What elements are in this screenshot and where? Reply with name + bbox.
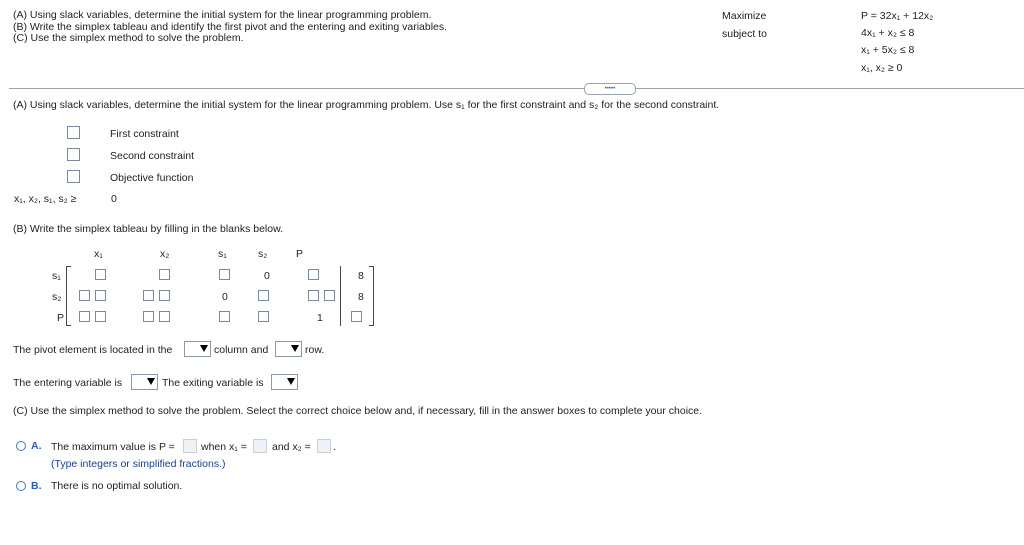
choice-a-text-2: when x₁ = bbox=[201, 441, 247, 453]
choice-a-radio[interactable] bbox=[16, 441, 26, 451]
row-label-s2: s₂ bbox=[52, 291, 62, 303]
tableau-r2-p[interactable] bbox=[308, 290, 319, 301]
pivot-text-3: row. bbox=[305, 344, 325, 356]
tableau-r1-rhs-value: 8 bbox=[358, 270, 364, 282]
subject-to-label: subject to bbox=[722, 28, 767, 40]
tableau-left-bracket bbox=[66, 266, 71, 326]
chevron-down-icon bbox=[147, 378, 155, 385]
tableau-r2-x2[interactable] bbox=[159, 290, 170, 301]
first-constraint-label: First constraint bbox=[110, 128, 179, 140]
tableau-r2-s1-value: 0 bbox=[222, 291, 228, 303]
tableau-divider bbox=[340, 266, 341, 326]
pivot-text-2: column and bbox=[214, 344, 269, 356]
tableau-r3-x1[interactable] bbox=[95, 311, 106, 322]
objective-function: P = 32x₁ + 12x₂ bbox=[861, 10, 934, 22]
part-c-prompt: (C) Use the simplex method to solve the problem. Select the correct choice below and, if necessary, fill in the answer boxes to complete your choice. bbox=[13, 405, 703, 417]
part-b-prompt: (B) Write the simplex tableau by filling in the blanks below. bbox=[13, 223, 284, 235]
tableau-r2-mark[interactable] bbox=[79, 290, 90, 301]
nonnegativity-text: x₁, x₂, s₁, s₂ ≥ bbox=[14, 193, 77, 205]
col-header-p: P bbox=[296, 248, 304, 260]
objective-function-label: Objective function bbox=[110, 172, 194, 184]
tableau-r3-p-value: 1 bbox=[317, 312, 323, 324]
constraint-nonneg: x₁, x₂ ≥ 0 bbox=[861, 62, 903, 74]
tableau-r3-x2-a[interactable] bbox=[143, 311, 154, 322]
tableau-r1-x1[interactable] bbox=[95, 269, 106, 280]
second-constraint-input[interactable] bbox=[67, 148, 80, 161]
tableau-r2-rhs-value: 8 bbox=[358, 291, 364, 303]
row-label-s1: s₁ bbox=[52, 270, 61, 282]
tableau-r3-s2[interactable] bbox=[258, 311, 269, 322]
tableau-r2-x1[interactable] bbox=[95, 290, 106, 301]
choice-a-letter: A. bbox=[31, 440, 42, 452]
tableau-r1-s2-value: 0 bbox=[264, 270, 270, 282]
first-constraint-input[interactable] bbox=[67, 126, 80, 139]
col-header-s1: s₁ bbox=[218, 248, 227, 260]
entering-text: The entering variable is bbox=[13, 377, 123, 389]
tableau-r3-mark[interactable] bbox=[79, 311, 90, 322]
entering-variable-dropdown[interactable] bbox=[131, 374, 158, 390]
part-a-prompt: (A) Using slack variables, determine the initial system for the linear programming problem. Use s₁ for the first constraint and s₂ for the second constraint. bbox=[13, 99, 720, 111]
tableau-r1-p[interactable] bbox=[308, 269, 319, 280]
instruction-a: (A) Using slack variables, determine the initial system for the linear programming problem. bbox=[13, 9, 432, 21]
tableau-r3-s1[interactable] bbox=[219, 311, 230, 322]
col-header-x2: x₂ bbox=[160, 248, 170, 260]
chevron-down-icon bbox=[287, 378, 295, 385]
tableau-r1-x2[interactable] bbox=[159, 269, 170, 280]
objective-function-input[interactable] bbox=[67, 170, 80, 183]
choice-b-radio[interactable] bbox=[16, 481, 26, 491]
second-constraint-label: Second constraint bbox=[110, 150, 195, 162]
choice-a-text-1: The maximum value is P = bbox=[51, 441, 175, 453]
tableau-r1-s1[interactable] bbox=[219, 269, 230, 280]
col-header-s2: s₂ bbox=[258, 248, 268, 260]
tableau-r3-rhs[interactable] bbox=[351, 311, 362, 322]
expand-button[interactable]: ••••• bbox=[584, 83, 636, 95]
row-label-p: P bbox=[57, 312, 65, 324]
pivot-column-dropdown[interactable] bbox=[184, 341, 211, 357]
chevron-down-icon bbox=[200, 345, 208, 352]
choice-a-note: (Type integers or simplified fractions.) bbox=[51, 458, 226, 470]
nonnegativity-value: 0 bbox=[111, 193, 117, 205]
constraint-1: 4x₁ + x₂ ≤ 8 bbox=[861, 27, 915, 39]
x1-value-input[interactable] bbox=[253, 439, 267, 453]
exiting-text: The exiting variable is bbox=[162, 377, 264, 389]
col-header-x1: x₁ bbox=[94, 248, 103, 260]
choice-a-text-4: . bbox=[333, 441, 336, 453]
instruction-b: (B) Write the simplex tableau and identify the first pivot and the entering and exiting variables. bbox=[13, 20, 448, 33]
choice-b-text: There is no optimal solution. bbox=[51, 480, 183, 492]
tableau-right-bracket bbox=[369, 266, 374, 326]
x2-value-input[interactable] bbox=[317, 439, 331, 453]
choice-b-letter: B. bbox=[31, 480, 42, 492]
maximize-label: Maximize bbox=[722, 10, 767, 22]
tableau-r2-p-b[interactable] bbox=[324, 290, 335, 301]
choice-a-text-3: and x₂ = bbox=[272, 441, 311, 453]
problem-instructions bbox=[13, 10, 447, 45]
exiting-variable-dropdown[interactable] bbox=[271, 374, 298, 390]
instruction-c: (C) Use the simplex method to solve the problem. bbox=[13, 32, 244, 44]
constraint-2: x₁ + 5x₂ ≤ 8 bbox=[861, 44, 915, 56]
section-divider bbox=[9, 88, 1024, 89]
chevron-down-icon bbox=[291, 345, 299, 352]
max-value-input[interactable] bbox=[183, 439, 197, 453]
tableau-r2-s2[interactable] bbox=[258, 290, 269, 301]
pivot-row-dropdown[interactable] bbox=[275, 341, 302, 357]
tableau-r3-x2[interactable] bbox=[159, 311, 170, 322]
tableau-r2-x2-a[interactable] bbox=[143, 290, 154, 301]
pivot-text-1: The pivot element is located in the bbox=[13, 344, 173, 356]
